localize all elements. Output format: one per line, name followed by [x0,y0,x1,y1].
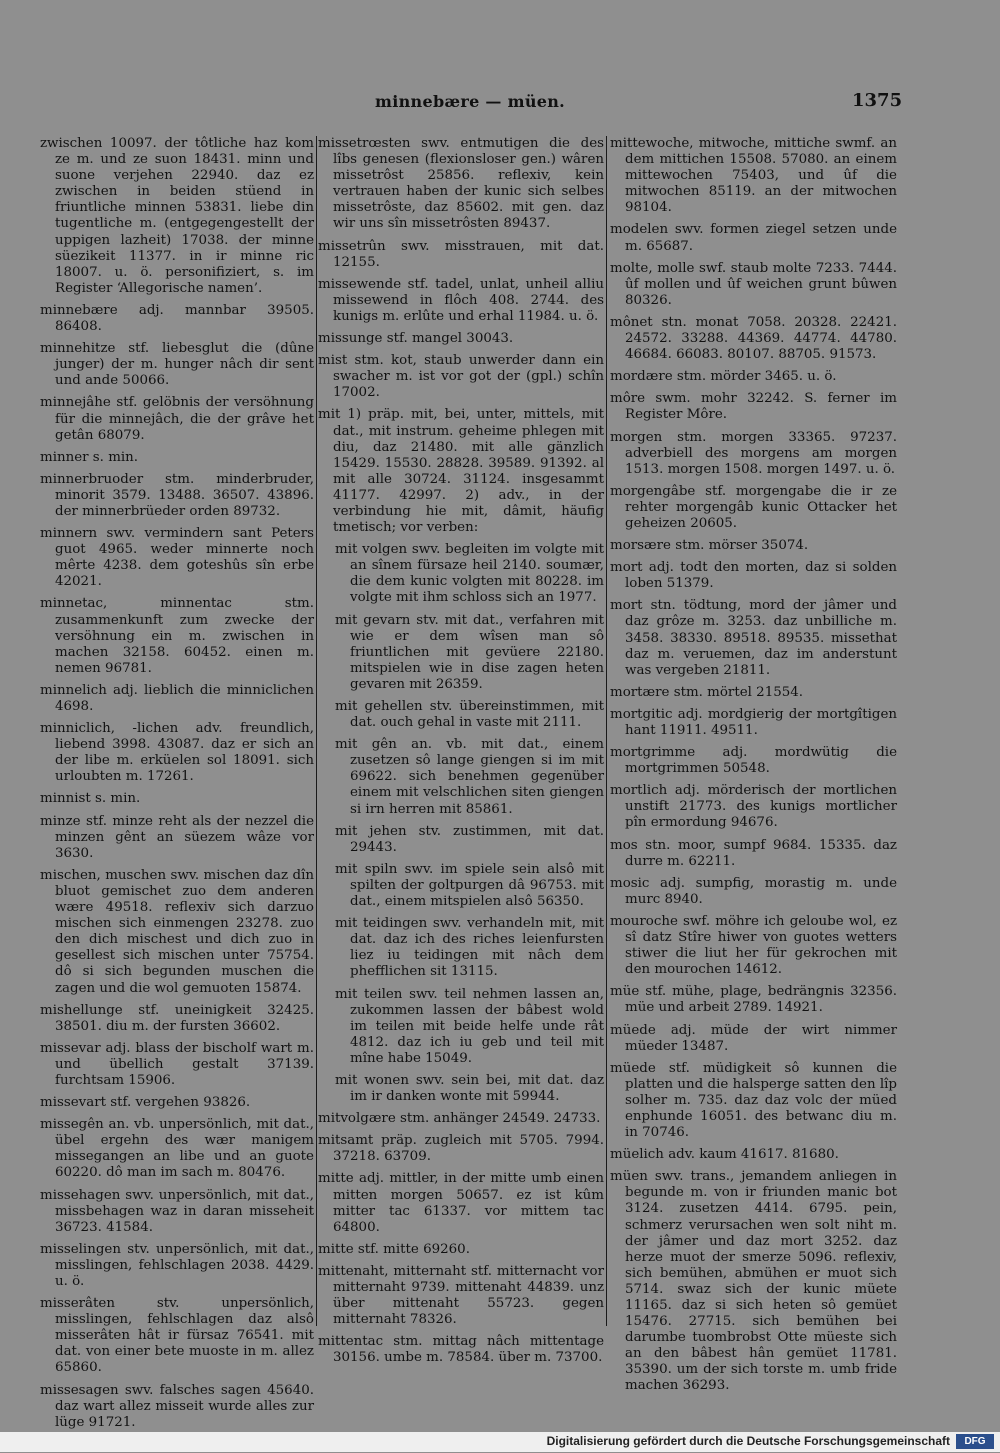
dictionary-entry: müelich adv. kaum 41617. 81680. [610,1147,839,1163]
dictionary-entry: müede stf. müdigkeit sô kunnen die platten und die halsperge satten den lîp solher m. 735. daz daz volc der müed enphunde 16051. des betwanc diu m. in 70746. [610,1060,897,1141]
dictionary-entry: môre swm. mohr 32242. S. ferner im Register Môre. [610,391,897,423]
dictionary-entry: mort adj. todt den morten, daz si solden loben 51379. [610,560,897,592]
page-number: 1375 [852,90,903,111]
dictionary-entry: mit gehellen stv. übereinstimmen, mit dat. ouch gehal in vaste mit 2111. [335,699,604,731]
dictionary-entry: mordære stm. mörder 3465. u. ö. [610,369,837,385]
column-divider [316,136,317,1326]
dictionary-entry: mittentac stm. mittag nâch mittentage 30156. umbe m. 78584. über m. 73700. [318,1334,604,1366]
dictionary-entry: mortgrimme adj. mordwütig die mortgrimmen 50548. [610,745,897,777]
dictionary-entry: mischen, muschen swv. mischen daz dîn bluot gemischet zuo dem anderen wære 49518. reflexiv sich darzuo mischen sich einmengen 23278. zuo den dich mischest und dich zuo in gesellest sich mischen unter 75754. dô si sich begunden muschen die zagen und die wol gemuoten 15874. [40,867,314,996]
dictionary-entry: mouroche swf. möhre ich geloube wol, ez sî datz Stîre hiwer von guotes wetters stiwer die liut her für gekrochen mit den mourochen 14612. [610,913,897,978]
dictionary-entry: mit jehen stv. zustimmen, mit dat. 29443. [335,823,604,855]
dictionary-entry: mitvolgære stm. anhänger 24549. 24733. [318,1111,601,1127]
dictionary-entry: misserâten stv. unpersönlich, misslingen, fehlschlagen daz alsô misserâten hât ir fürsaz 76541. mit dat. von einer bete muoste in m. allez 65860. [40,1296,314,1376]
dictionary-entry: mitte stf. mitte 69260. [318,1241,470,1257]
dictionary-entry: müe stf. mühe, plage, bedrängnis 32356. müe und arbeit 2789. 14921. [610,984,897,1016]
dictionary-entry: missewende stf. tadel, unlat, unheil alliu missewend in flôch 408. 2744. des kunigs m. erlûte und erhal 11984. u. ö. [318,276,604,324]
column-right [610,136,897,1401]
dictionary-entry: modelen swv. formen ziegel setzen unde m. 65687. [610,222,897,254]
dictionary-entry: mit wonen swv. sein bei, mit dat. daz im ir danken wonte mit 59944. [335,1072,604,1105]
dictionary-entry: mônet stn. monat 7058. 20328. 22421. 24572. 33288. 44369. 44774. 44780. 46684. 66083. 80107. 88705. 91573. [610,314,897,363]
dictionary-entry: mortgitic adj. mordgierig der mortgîtigen hant 11911. 49511. [610,706,897,738]
column-divider [606,136,607,1326]
running-title: minnebære — müen. [375,92,566,111]
dictionary-entry: mitsamt präp. zugleich mit 5705. 7994. 37218. 63709. [318,1133,604,1165]
dictionary-entry: mortlich adj. mörderisch der mortlichen unstift 21773. des kunigs mortlicher pîn ermordung 94676. [610,783,897,831]
dictionary-entry: mit spiln swv. im spiele sein alsô mit spilten der goltpurgen dâ 96753. mit dat., einem mitspielen alsô 56350. [335,861,604,910]
dictionary-entry: mist stm. kot, staub unwerder dann ein swacher m. ist vor got der (gpl.) schîn 17002. [318,353,604,401]
dictionary-entry: müen swv. trans., jemandem anliegen in begunde m. von ir friunden manic bot 3124. zusetzen 4414. 6795. pein, schmerz verursachen wen solt niht m. der jâmer und daz mort 3252. daz herze muot der smerze 5096. reflexiv, sich bemühen, abmühen er muot sich 5714. swaz sich der kunic müete 11165. daz si sich heten sô gemüet 15476. 27715. sich bemühen bei darumbe tuombrobst Otte müeste sich an den bâbest hân gemüet 11781. 35390. um der sich torste m. umb fride machen 36293. [610,1169,897,1394]
dictionary-entry: minnehitze stf. liebesglut die (dûne junger) der m. hunger nâch dir sent und ande 50066. [40,341,314,389]
dictionary-entry: minnern swv. vermindern sant Peters guot 4965. weder minnerte noch mêrte 4238. dem goteshûs sîn erbe 42021. [40,526,314,590]
dictionary-entry: minnebære adj. mannbar 39505. 86408. [40,302,314,335]
dictionary-entry: missetrûn swv. misstrauen, mit dat. 12155. [318,238,604,270]
dictionary-entry: minnist s. min. [40,791,141,807]
dfg-logo: DFG [956,1434,994,1449]
dictionary-entry: minnelich adj. lieblich die minniclichen 4698. [40,682,314,714]
dictionary-entry: mit teilen swv. teil nehmen lassen an, zukommen lassen der bâbest wold im teilen mit beide helfe unde rât 4812. daz ich iu geb und teil mit mîne habe 15049. [335,986,604,1066]
dictionary-entry: missunge stf. mangel 30043. [318,331,514,347]
dictionary-entry: mitte adj. mittler, in der mitte umb einen mitten morgen 50657. ez ist kûm mitter tac 61337. vor mittem tac 64800. [318,1171,604,1235]
dictionary-entry: morsære stm. mörser 35074. [610,538,809,554]
dictionary-entry: molte, molle swf. staub molte 7233. 7444. ûf mollen und ûf weichen grunt bûwen 80326. [610,260,897,308]
dictionary-entry: mittenaht, mitternaht stf. mitternacht vor mitternaht 9739. mittenaht 44839. unz über mittenaht 55723. gegen mitternaht 78326. [318,1263,604,1328]
dictionary-entry: mit volgen swv. begleiten im volgte mit an sînem fürsaze heil 2140. soumær, die dem kunic volgten mit 80228. im volgte mit ihm schloss sich an 1977. [335,542,604,606]
dictionary-entry: mit teidingen swv. verhandeln mit, mit dat. daz ich des riches leienfursten liez iu teidingen mit nâch dem phefflichen sit 13115. [335,916,604,980]
dictionary-entry: minniclich, -lichen adv. freundlich, liebend 3998. 43087. daz er sich an der libe m. erküelen sol 18091. sich urloubten m. 17261. [40,721,314,785]
dictionary-entry: mishellunge stf. uneinigkeit 32425. 38501. diu m. der fursten 36602. [40,1002,314,1034]
dictionary-entry: mit gên an. vb. mit dat., einem zusetzen sô lange giengen si im mit 69622. sich benehmen gegenüber einem mit velschlichen siten giengen si irn herren mit 85861. [335,737,604,817]
dictionary-entry: mos stn. moor, sumpf 9684. 15335. daz durre m. 62211. [610,837,897,869]
dictionary-entry: missevart stf. vergehen 93826. [40,1095,251,1111]
dictionary-entry: morgengâbe stf. morgengabe die ir ze rehter morgengâb kunic Ottacker het geheizen 20605. [610,483,897,531]
dictionary-entry: missevar adj. blass der bischolf wart m. und übellich gestalt 37139. furchtsam 15906. [40,1040,314,1088]
dictionary-entry: misselingen stv. unpersönlich, mit dat., misslingen, fehlschlagen 2038. 4429. u. ö. [40,1241,314,1289]
dictionary-entry: missetrœsten swv. entmutigen die des lîbs genesen (flexionsloser gen.) wâren missetrôst 25856. reflexiv, kein vertrauen haben der kunic sich selbes missetrôste, daz 85602. mit gen. daz wir uns sîn missetrôsten 89437. [318,136,604,232]
funding-notice: Digitalisierung gefördert durch die Deutsche Forschungsgemeinschaft [546,1434,950,1448]
column-left [40,136,314,1437]
dictionary-entry: minnerbruoder stm. minderbruder, minorit 3579. 13488. 36507. 43896. der minnerbrüeder orden 89732. [40,471,314,519]
dictionary-entry: missesagen swv. falsches sagen 45640. daz wart allez misseit wurde alles zur lüge 91721. [40,1382,314,1430]
dictionary-entry: minze stf. minze reht als der nezzel die minzen gênt an süezem wâze vor 3630. [40,813,314,861]
dictionary-entry: mit 1) präp. mit, bei, unter, mittels, mit dat., mit instrum. geheime phlegen mit diu, daz 21480. mit alle gänzlich 15429. 15530. 28828. 39589. 91392. al mit alle 30724. 31124. insgesammt 41177. 42997. 2) adv., in der verbindung hie mit, dâmit, häufig tmetisch; vor verben: [318,407,604,536]
dictionary-entry: zwischen 10097. der tôtliche haz kom ze m. und ze suon 18431. minn und suone verjehen 22940. daz ez zwischen in beiden stüend in friuntliche minnen 53831. liebe din tugentliche m. (entgegengestellt der uppigen lazheit) 17038. der minne süezikeit 11377. in ir minne ric 18007. u. ö. personifiziert, s. im Register ‘Allegorische namen’. [40,136,314,296]
dictionary-entry: mit gevarn stv. mit dat., verfahren mit wie er dem wîsen man sô friuntlichen mit gevüere 22180. mitspielen wie in dise zagen heten gevaren mit 26359. [335,612,604,692]
dictionary-entry: missegên an. vb. unpersönlich, mit dat., übel ergehn des wær manigem missegangen an libe und an guote 60220. dô man im sach m. 80476. [40,1117,314,1181]
dictionary-entry: minnetac, minnentac stm. zusammenkunft zum zwecke der versöhnung ein m. zwischen in machen 32158. 60452. einen m. nemen 96781. [40,596,314,676]
dictionary-entry: morgen stm. morgen 33365. 97237. adverbiell des morgens am morgen 1513. morgen 1508. morgen 1497. u. ö. [610,429,897,477]
page-header [0,92,1000,116]
dictionary-entry: missehagen swv. unpersönlich, mit dat., missbehagen waz in daran misseheit 36723. 41584. [40,1187,314,1235]
dictionary-entry: mortære stm. mörtel 21554. [610,684,804,700]
column-middle [318,136,604,1372]
dictionary-entry: mittewoche, mitwoche, mittiche swmf. an dem mittichen 15508. 57080. an einem mittewochen 75403, und ûf die mitwochen 85119. an der mitwochen 98104. [610,136,897,216]
footer-bar [0,1432,1000,1452]
dictionary-entry: minner s. min. [40,449,139,465]
dictionary-entry: mosic adj. sumpfig, morastig m. unde murc 8940. [610,875,897,907]
dictionary-entry: mort stn. tödtung, mord der jâmer und daz grôze m. 3253. daz unbilliche m. 3458. 38330. 89518. 89535. missethat daz m. veruemen, daz im anderstunt was vergeben 21811. [610,598,897,678]
dictionary-entry: müede adj. müde der wirt nimmer müeder 13487. [610,1022,897,1054]
dictionary-entry: minnejâhe stf. gelöbnis der versöhnung für die minnejâch, die der grâve het getân 68079. [40,395,314,443]
